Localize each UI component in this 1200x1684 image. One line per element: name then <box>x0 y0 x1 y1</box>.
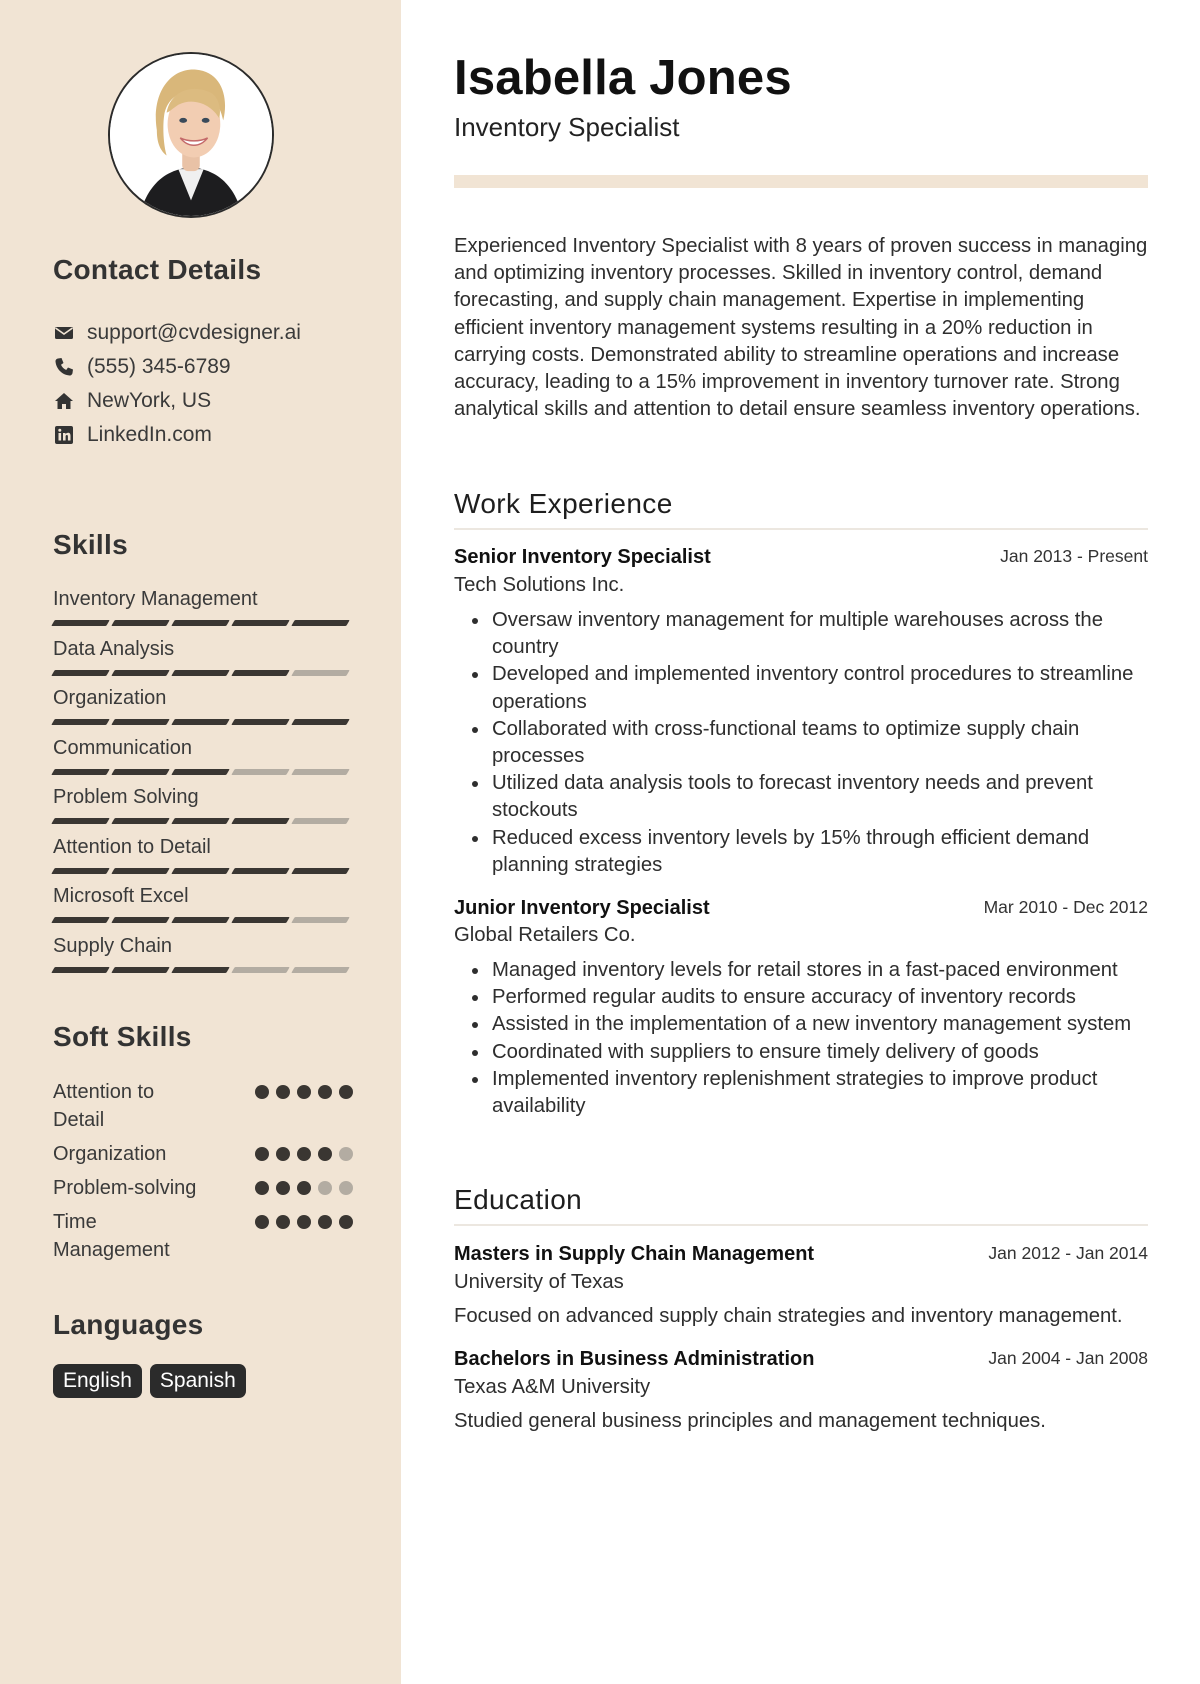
skill-level-segment-filled <box>111 719 169 725</box>
rating-dot-filled <box>255 1147 269 1161</box>
candidate-title: Inventory Specialist <box>454 112 680 142</box>
summary: Experienced Inventory Specialist with 8 years of proven success in managing and optimizing inventory processes. Skilled in inventory control, demand forecasting, and supply chain management. Expertise in implementing efficient inventory management systems resulting in a 20% reduction in carrying costs. Demonstrated ability to streamline operations and increase accuracy, leading to a 15% improvement in inventory turnover rate. Strong analytical skills and attention to detail ensure seamless inventory operations. <box>454 235 1148 421</box>
rating-dot-filled <box>339 1215 353 1229</box>
rating-dot-empty <box>339 1181 353 1195</box>
skill-level-segment-filled <box>51 967 109 973</box>
contact-phone-text: (555) 345-6789 <box>87 355 231 378</box>
skill-name: Attention to Detail <box>53 835 211 858</box>
soft-skill-item <box>53 1140 353 1168</box>
skill-level-segment-filled <box>291 868 349 874</box>
soft-skill-rating <box>255 1174 353 1195</box>
job-bullet: Reduced excess inventory levels by 15% through efficient demand planning strategies <box>492 825 1148 879</box>
degree-dates: Jan 2004 - Jan 2008 <box>988 1348 1148 1368</box>
skill-item <box>53 635 351 685</box>
skill-level-bar <box>53 967 351 973</box>
skill-level-bar <box>53 670 351 676</box>
degree-description: Studied general business principles and management techniques. <box>454 1410 1046 1432</box>
skill-level-segment-empty <box>291 670 349 676</box>
soft-skill-rating <box>255 1078 353 1099</box>
skill-item <box>53 783 351 833</box>
soft-skills-heading: Soft Skills <box>53 1021 192 1052</box>
skill-item <box>53 585 351 635</box>
job-bullet: Collaborated with cross-functional teams to optimize supply chain processes <box>492 716 1148 770</box>
skill-level-segment-filled <box>171 818 229 824</box>
job-company: Global Retailers Co. <box>454 924 636 946</box>
job-bullets <box>492 607 1148 879</box>
education-divider <box>454 1224 1148 1226</box>
skills-list <box>53 585 351 981</box>
rating-dot-filled <box>339 1085 353 1099</box>
job-bullet: Assisted in the implementation of a new inventory management system <box>492 1011 1148 1038</box>
job-company: Tech Solutions Inc. <box>454 574 625 596</box>
job-bullet: Utilized data analysis tools to forecast inventory needs and prevent stockouts <box>492 770 1148 824</box>
soft-skill-item <box>53 1208 353 1264</box>
skill-level-segment-filled <box>51 818 109 824</box>
skill-level-bar <box>53 769 351 775</box>
soft-skill-name: Organization <box>53 1143 167 1165</box>
skill-level-bar <box>53 719 351 725</box>
rating-dot-filled <box>318 1215 332 1229</box>
contact-list <box>53 316 301 452</box>
skill-level-segment-filled <box>171 917 229 923</box>
soft-skill-name: Problem-solving <box>53 1177 197 1199</box>
skill-level-segment-filled <box>231 917 289 923</box>
contact-location-text: NewYork, US <box>87 389 212 412</box>
soft-skill-name: Attention to Detail <box>53 1081 155 1131</box>
candidate-name: Isabella Jones <box>454 51 792 105</box>
phone-icon <box>53 356 75 378</box>
skill-name: Communication <box>53 736 192 759</box>
work-heading: Work Experience <box>454 488 673 519</box>
degree-title: Bachelors in Business Administration <box>454 1348 815 1370</box>
skill-level-segment-filled <box>111 769 169 775</box>
contact-phone[interactable] <box>53 350 301 384</box>
avatar <box>108 52 274 218</box>
education-heading: Education <box>454 1184 583 1215</box>
skill-level-segment-empty <box>291 967 349 973</box>
degree-school: Texas A&M University <box>454 1376 651 1398</box>
skill-level-segment-filled <box>171 719 229 725</box>
rating-dot-filled <box>255 1181 269 1195</box>
skill-level-segment-filled <box>111 917 169 923</box>
skill-level-segment-filled <box>171 769 229 775</box>
soft-skill-item <box>53 1174 353 1202</box>
skill-name: Microsoft Excel <box>53 885 189 907</box>
soft-skills-list <box>53 1078 353 1264</box>
skill-name: Inventory Management <box>53 588 258 610</box>
rating-dot-filled <box>255 1085 269 1099</box>
rating-dot-filled <box>318 1147 332 1161</box>
skill-item <box>53 684 351 734</box>
skill-level-segment-filled <box>231 719 289 725</box>
skill-level-bar <box>53 818 351 824</box>
rating-dot-filled <box>297 1085 311 1099</box>
skill-level-segment-empty <box>231 967 289 973</box>
skill-level-segment-filled <box>291 719 349 725</box>
skill-name: Supply Chain <box>53 934 172 957</box>
degree-description: Focused on advanced supply chain strategies and inventory management. <box>454 1305 1123 1327</box>
contact-linkedin-text: LinkedIn.com <box>87 423 212 446</box>
degree-title: Masters in Supply Chain Management <box>454 1243 815 1265</box>
language-badge: English <box>53 1364 142 1398</box>
skill-level-segment-empty <box>291 917 349 923</box>
languages-heading: Languages <box>53 1309 204 1340</box>
skill-item <box>53 833 351 883</box>
envelope-icon <box>53 322 75 344</box>
rating-dot-filled <box>276 1181 290 1195</box>
skill-level-segment-filled <box>51 670 109 676</box>
skill-level-segment-filled <box>231 620 289 626</box>
home-icon <box>53 390 75 412</box>
skill-item <box>53 932 351 982</box>
job-dates: Mar 2010 - Dec 2012 <box>983 897 1148 917</box>
skill-level-segment-empty <box>291 769 349 775</box>
rating-dot-filled <box>276 1147 290 1161</box>
rating-dot-filled <box>297 1181 311 1195</box>
language-badge: Spanish <box>150 1364 246 1398</box>
skill-level-segment-filled <box>51 769 109 775</box>
degree-school: University of Texas <box>454 1271 624 1293</box>
contact-email[interactable] <box>53 316 301 350</box>
job-dates: Jan 2013 - Present <box>1000 546 1148 566</box>
skill-level-segment-filled <box>51 917 109 923</box>
rating-dot-filled <box>276 1215 290 1229</box>
job-bullet: Managed inventory levels for retail stores in a fast-paced environment <box>492 957 1148 984</box>
job-title: Senior Inventory Specialist <box>454 546 711 568</box>
skill-level-bar <box>53 868 351 874</box>
skill-level-segment-empty <box>231 769 289 775</box>
skill-level-segment-filled <box>231 818 289 824</box>
rating-dot-filled <box>255 1215 269 1229</box>
linkedin-icon <box>53 424 75 446</box>
job-bullet: Coordinated with suppliers to ensure timely delivery of goods <box>492 1039 1148 1066</box>
skill-level-segment-filled <box>111 620 169 626</box>
skill-level-segment-filled <box>111 670 169 676</box>
contact-linkedin[interactable] <box>53 418 301 452</box>
skill-name: Organization <box>53 687 167 709</box>
contact-email-text: support@cvdesigner.ai <box>87 321 301 344</box>
soft-skill-item <box>53 1078 353 1134</box>
skill-level-segment-filled <box>171 868 229 874</box>
header-accent-bar <box>454 175 1148 188</box>
contact-heading: Contact Details <box>53 254 262 285</box>
skill-name: Problem Solving <box>53 786 199 808</box>
skill-level-segment-filled <box>111 818 169 824</box>
soft-skill-rating <box>255 1140 353 1161</box>
skill-level-bar <box>53 917 351 923</box>
skill-level-segment-filled <box>51 868 109 874</box>
sidebar <box>0 0 401 1684</box>
rating-dot-filled <box>276 1085 290 1099</box>
job-bullet: Oversaw inventory management for multiple warehouses across the country <box>492 607 1148 661</box>
job-bullet: Performed regular audits to ensure accuracy of inventory records <box>492 984 1148 1011</box>
contact-location <box>53 384 301 418</box>
job-bullet: Developed and implemented inventory control procedures to streamline operations <box>492 661 1148 715</box>
soft-skill-name: Time Management <box>53 1211 170 1261</box>
skill-level-bar <box>53 620 351 626</box>
rating-dot-empty <box>318 1181 332 1195</box>
soft-skill-rating <box>255 1208 353 1229</box>
degree-dates: Jan 2012 - Jan 2014 <box>988 1243 1148 1263</box>
job-bullets <box>492 957 1148 1120</box>
skill-level-segment-filled <box>171 967 229 973</box>
rating-dot-filled <box>297 1215 311 1229</box>
job-bullet: Implemented inventory replenishment strategies to improve product availability <box>492 1066 1148 1120</box>
skill-level-segment-filled <box>231 670 289 676</box>
main-content <box>454 0 1148 1684</box>
skill-level-segment-filled <box>171 670 229 676</box>
languages-list <box>53 1364 246 1398</box>
skill-name: Data Analysis <box>53 637 175 660</box>
job-title: Junior Inventory Specialist <box>454 897 710 919</box>
skill-level-segment-filled <box>111 868 169 874</box>
rating-dot-filled <box>318 1085 332 1099</box>
skills-heading: Skills <box>53 529 128 560</box>
skill-item <box>53 882 351 932</box>
skill-level-segment-filled <box>51 620 109 626</box>
skill-level-segment-empty <box>291 818 349 824</box>
rating-dot-filled <box>297 1147 311 1161</box>
skill-item <box>53 734 351 784</box>
work-divider <box>454 528 1148 530</box>
skill-level-segment-filled <box>291 620 349 626</box>
profile-photo <box>110 54 272 216</box>
skill-level-segment-filled <box>111 967 169 973</box>
skill-level-segment-filled <box>231 868 289 874</box>
rating-dot-empty <box>339 1147 353 1161</box>
skill-level-segment-filled <box>51 719 109 725</box>
skill-level-segment-filled <box>171 620 229 626</box>
